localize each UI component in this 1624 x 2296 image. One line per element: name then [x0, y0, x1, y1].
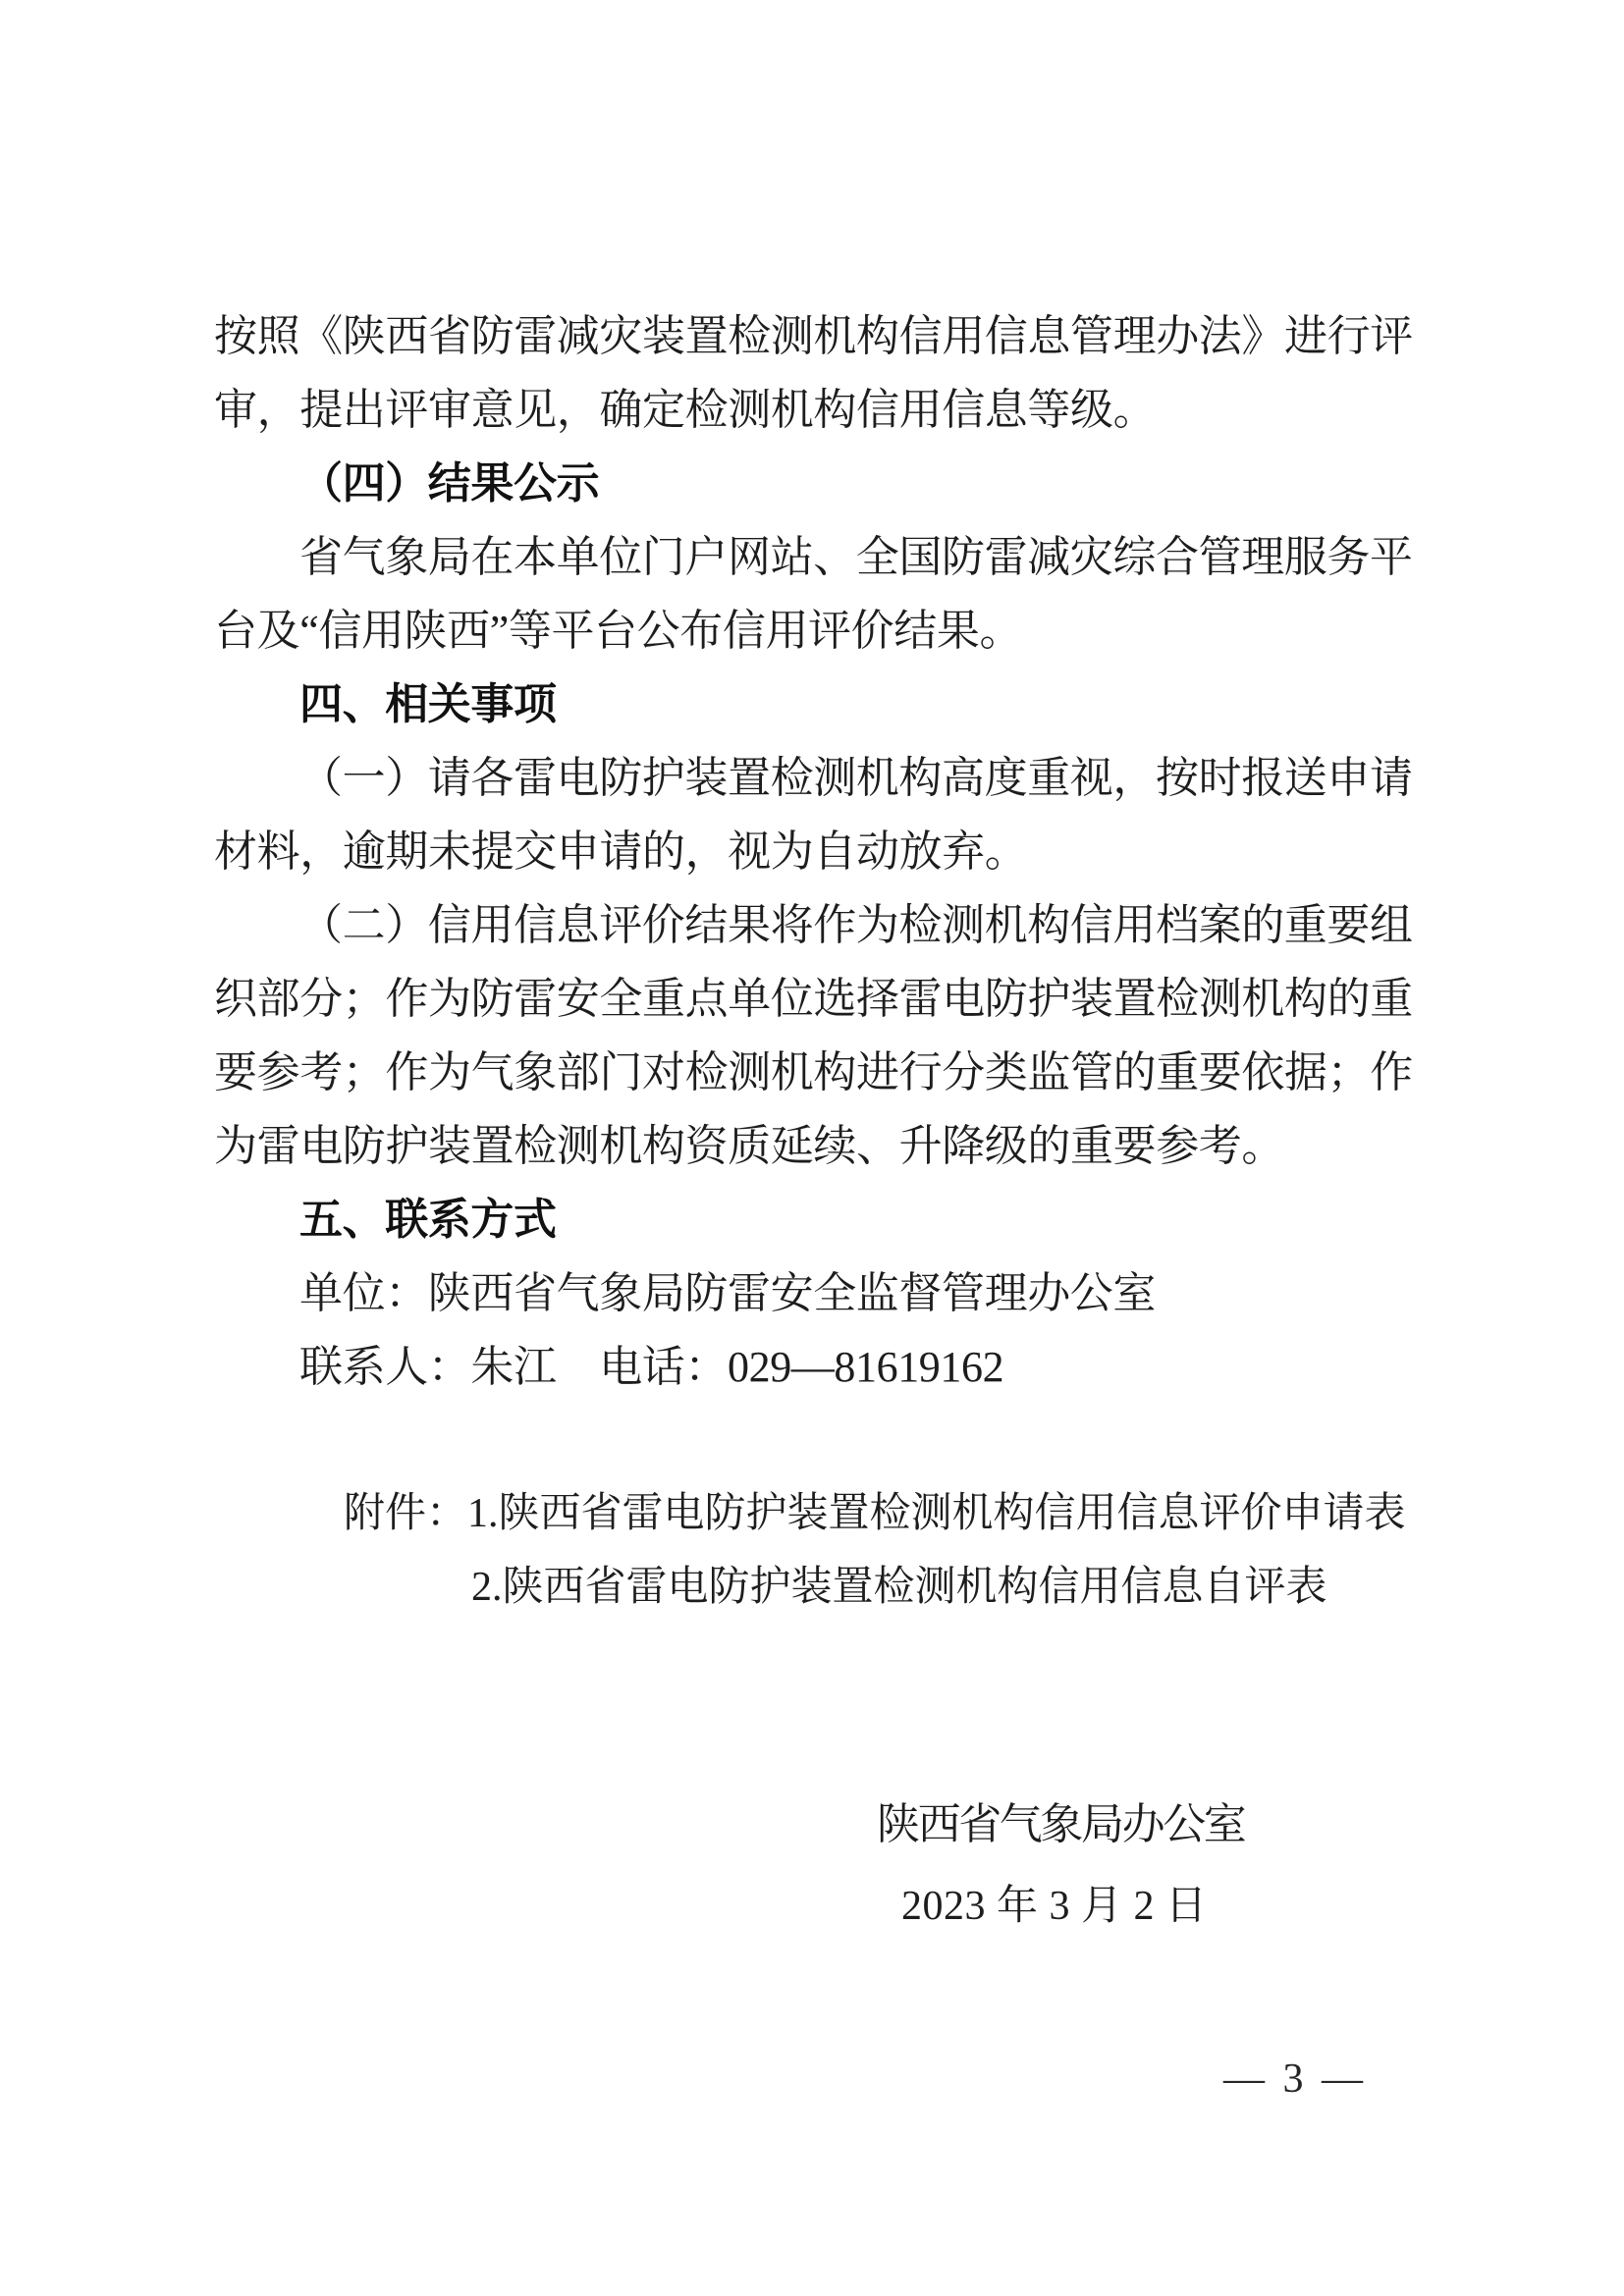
body-line-review-2: 审，提出评审意见，确定检测机构信用信息等级。 [214, 386, 1157, 434]
body-line-publish-1: 省气象局在本单位门户网站、全国防雷减灾综合管理服务平 [299, 533, 1413, 581]
body-line-item2-2: 织部分；作为防雷安全重点单位选择雷电防护装置检测机构的重 [214, 975, 1413, 1023]
body-line-item1-2: 材料，逾期未提交申请的，视为自动放弃。 [214, 828, 1028, 876]
signature-org: 陕西省气象局办公室 [877, 1800, 1245, 1848]
heading-contact-info: 五、联系方式 [299, 1196, 557, 1244]
body-line-item2-4: 为雷电防护装置检测机构资质延续、升降级的重要参考。 [214, 1122, 1284, 1170]
body-line-review-1: 按照《陕西省防雷减灾装置检测机构信用信息管理办法》进行评 [214, 312, 1413, 360]
body-line-item2-3: 要参考；作为气象部门对检测机构进行分类监管的重要依据；作 [214, 1048, 1413, 1096]
body-line-publish-2: 台及“信用陕西”等平台公布信用评价结果。 [214, 607, 1023, 655]
attachments-block [214, 1477, 1420, 1625]
page-number: — 3 — [1223, 2056, 1367, 2102]
document-body [214, 299, 1420, 1625]
body-line-contact-unit: 单位：陕西省气象局防雷安全监督管理办公室 [299, 1269, 1156, 1317]
signature-date: 2023 年 3 月 2 日 [901, 1884, 1208, 1929]
heading-result-publicity: （四）结果公示 [299, 459, 600, 507]
heading-related-matters: 四、相关事项 [299, 680, 557, 728]
attachment-line-1: 附件：1.陕西省雷电防护装置检测机构信用信息评价申请表 [344, 1491, 1406, 1536]
body-line-item1-1: （一）请各雷电防护装置检测机构高度重视，按时报送申请 [299, 754, 1413, 802]
attachment-line-2: 2.陕西省雷电防护装置检测机构信用信息自评表 [471, 1565, 1327, 1610]
body-line-contact-person: 联系人：朱江 电话：029—81619162 [299, 1343, 1004, 1391]
body-line-item2-1: （二）信用信息评价结果将作为检测机构信用档案的重要组 [299, 901, 1413, 949]
